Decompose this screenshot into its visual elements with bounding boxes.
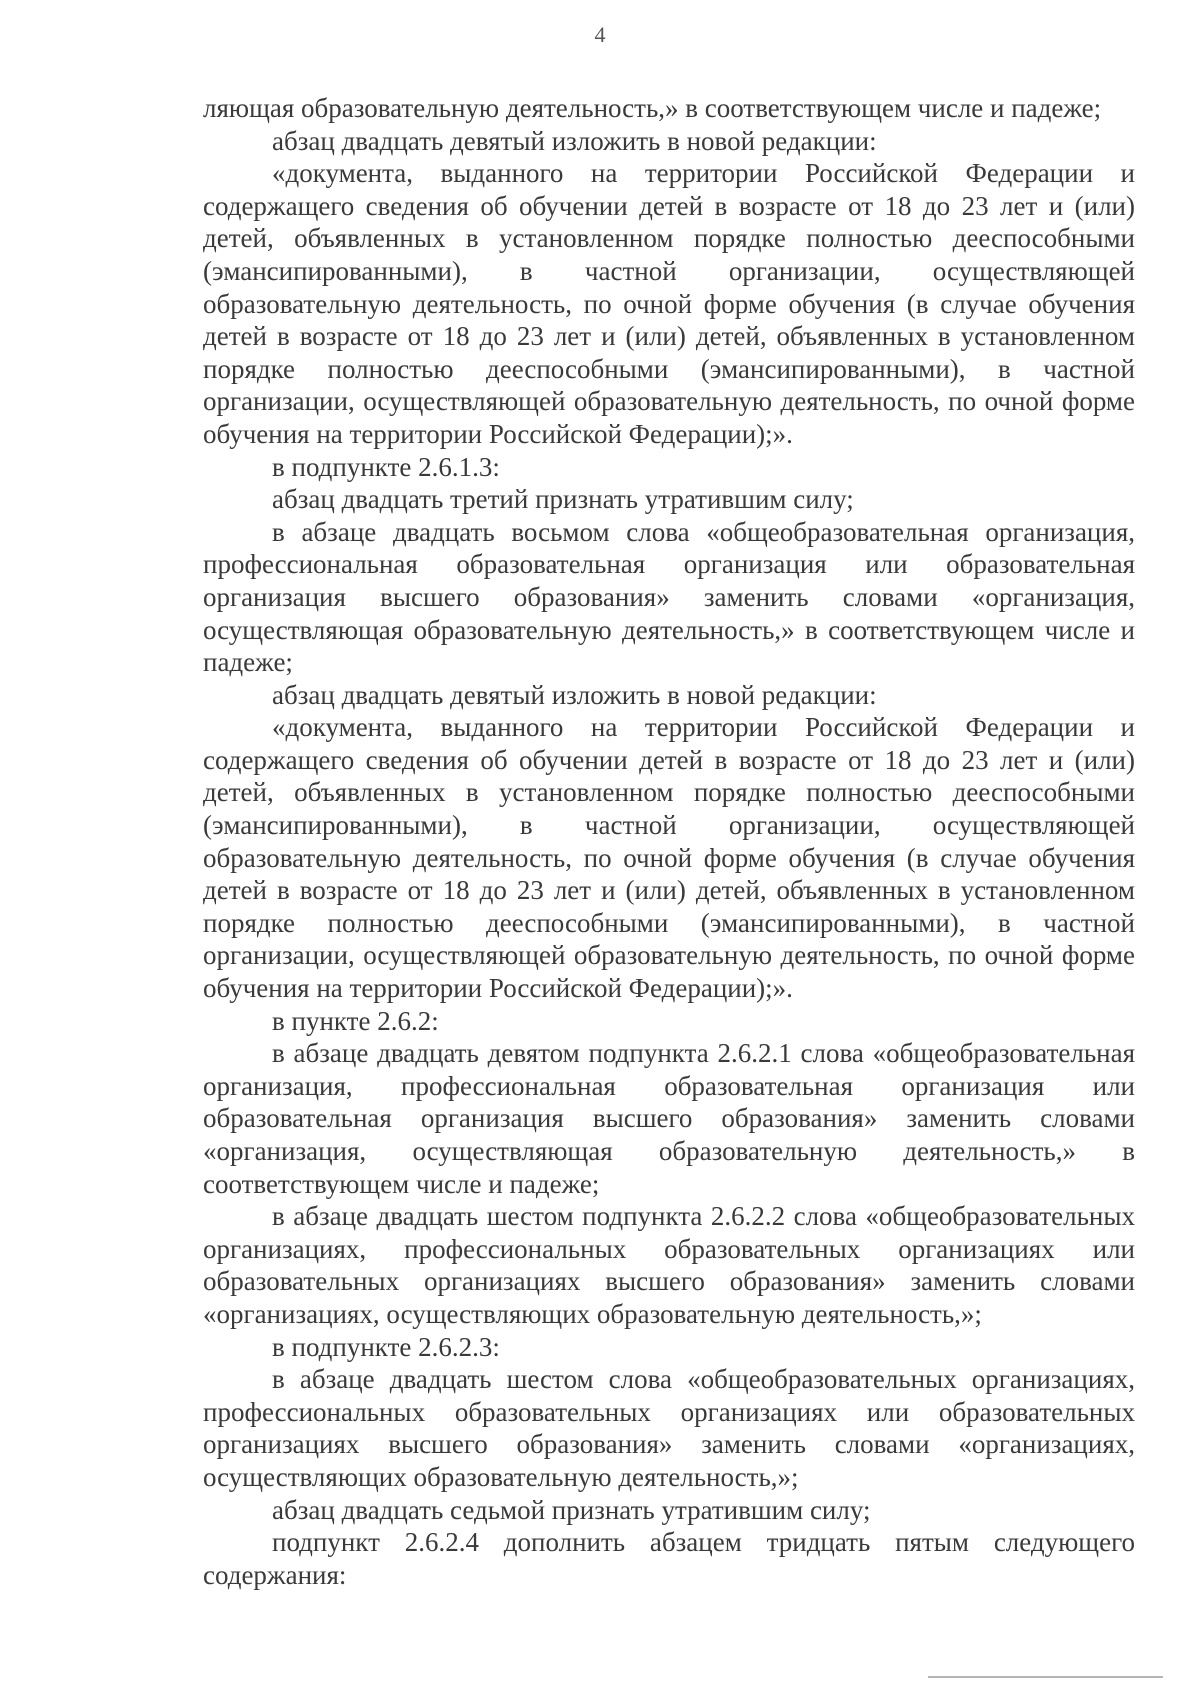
- paragraph: абзац двадцать девятый изложить в новой редакции:: [272, 679, 877, 710]
- paragraph: в подпункте 2.6.2.3:: [272, 1331, 500, 1362]
- paragraph: ляющая образовательную деятельность,» в соответствующем числе и падеже;: [203, 93, 1102, 123]
- paragraph: подпункт 2.6.2.4 дополнить абзацем тридцать пятым следующего содержания:: [203, 1527, 1135, 1590]
- paragraph: в подпункте 2.6.1.3:: [272, 451, 500, 482]
- paragraph: абзац двадцать седьмой признать утратившим силу;: [272, 1494, 871, 1525]
- paragraph: в абзаце двадцать девятом подпункта 2.6.2.1 слова «общеобразовательная организация, профессиональная образовательная организация или образовательная организация высшего образования» заменить словами «организация, осуществляющая образовательную деятельность,» в соответствующем числе и падеже;: [203, 1038, 1135, 1199]
- quoted-paragraph: «документа, выданного на территории Российской Федерации и содержащего сведения об обучении детей в возрасте от 18 до 23 лет и (или) детей, объявленных в установленном порядке полностью дееспособными (эмансипированными), в частной организации, осуществляющей образовательную деятельность, по очной форме обучения (в случае обучения детей в возрасте от 18 до 23 лет и (или) детей, объявленных в установленном порядке полностью дееспособными (эмансипированными), в частной организации, осуществляющей образовательную деятельность, по очной форме обучения на территории Российской Федерации);».: [203, 712, 1135, 1004]
- paragraph: в пункте 2.6.2:: [272, 1005, 439, 1036]
- paragraph: абзац двадцать девятый изложить в новой редакции:: [272, 125, 877, 156]
- document-body: [203, 92, 1135, 1591]
- paragraph: абзац двадцать третий признать утратившим силу;: [272, 484, 854, 515]
- quoted-paragraph: «документа, выданного на территории Российской Федерации и содержащего сведения об обучении детей в возрасте от 18 до 23 лет и (или) детей, объявленных в установленном порядке полностью дееспособными (эмансипированными), в частной организации, осуществляющей образовательную деятельность, по очной форме обучения (в случае обучения детей в возрасте от 18 до 23 лет и (или) детей, объявленных в установленном порядке полностью дееспособными (эмансипированными), в частной организации, осуществляющей образовательную деятельность, по очной форме обучения на территории Российской Федерации);».: [203, 158, 1135, 449]
- page-number: 4: [594, 22, 606, 47]
- paragraph: в абзаце двадцать восьмом слова «общеобразовательная организация, профессиональная образовательная организация или образовательная организация высшего образования» заменить словами «организация, осуществляющая образовательную деятельность,» в соответствующем числе и падеже;: [203, 516, 1135, 678]
- paragraph: в абзаце двадцать шестом слова «общеобразовательных организациях, профессиональных образовательных организациях или образовательных организациях высшего образования» заменить словами «организациях, осуществляющих образовательную деятельность,»;: [203, 1364, 1135, 1492]
- scan-edge-line: [928, 1676, 1163, 1678]
- paragraph: в абзаце двадцать шестом подпункта 2.6.2.2 слова «общеобразовательных организациях, профессиональных образовательных организациях или образовательных организациях высшего образования» заменить словами «организациях, осуществляющих образовательную деятельность,»;: [203, 1201, 1135, 1329]
